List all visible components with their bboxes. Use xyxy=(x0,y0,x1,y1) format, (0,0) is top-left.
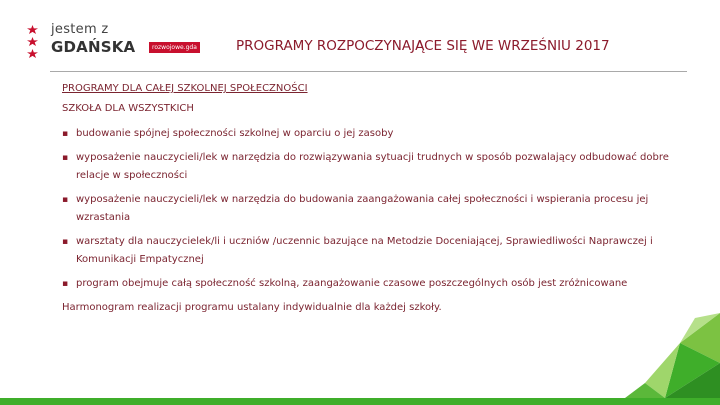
list-item-text: wyposażenie nauczycieli/lek w narzędzia do budowania zaangażowania całej społeczności i wspierania procesu jej xyxy=(76,194,649,205)
slide-title: PROGRAMY ROZPOCZYNAJĄCE SIĘ WE WRZEŚNIU 2017 xyxy=(236,38,610,54)
list-item-text-continued: wzrastania xyxy=(76,212,131,223)
list-item-text-continued: relacje w społeczności xyxy=(76,170,188,181)
logo-crosses-icon xyxy=(27,25,39,59)
footer-note: Harmonogram realizacji programu ustalany indywidualnie dla każdej szkoły. xyxy=(62,302,442,313)
list-item-text: wyposażenie nauczycieli/lek w narzędzia do rozwiązywania sytuacji trudnych w sposób pozwalający odbudować dobre xyxy=(76,152,669,163)
logo-line1: jestem z xyxy=(51,22,109,37)
list-item xyxy=(62,275,692,293)
logo-line2: GDAŃSKA xyxy=(51,38,136,56)
list-item-text: warsztaty dla nauczycielek/li i uczniów /uczennic bazujące na Metodzie Doceniającej, Sprawiedliwości Naprawczej i xyxy=(76,236,653,247)
section-subheading: SZKOŁA DLA WSZYSTKICH xyxy=(62,103,194,114)
list-item xyxy=(62,233,692,269)
bullet-icon: ▪ xyxy=(62,195,69,205)
logo xyxy=(27,22,197,60)
bullet-icon: ▪ xyxy=(62,129,69,139)
green-triangles-decoration xyxy=(625,303,720,398)
logo-badge: rozwojowe.gda xyxy=(149,42,200,53)
list-item-text: program obejmuje całą społeczność szkolną, zaangażowanie czasowe poszczególnych osób jest zróżnicowane xyxy=(76,278,628,289)
list-item xyxy=(62,149,692,185)
list-item-text-continued: Komunikacji Empatycznej xyxy=(76,254,204,265)
bullet-list xyxy=(62,125,692,293)
list-item xyxy=(62,125,692,143)
bullet-icon: ▪ xyxy=(62,279,69,289)
section-heading: PROGRAMY DLA CAŁEJ SZKOLNEJ SPOŁECZNOŚCI xyxy=(62,83,308,94)
list-item-text: budowanie spójnej społeczności szkolnej w oparciu o jej zasoby xyxy=(76,128,394,139)
list-item xyxy=(62,191,692,227)
bottom-green-strip xyxy=(0,398,720,405)
bullet-icon: ▪ xyxy=(62,237,69,247)
slide-content xyxy=(62,80,692,327)
divider xyxy=(50,71,687,72)
bullet-icon: ▪ xyxy=(62,153,69,163)
